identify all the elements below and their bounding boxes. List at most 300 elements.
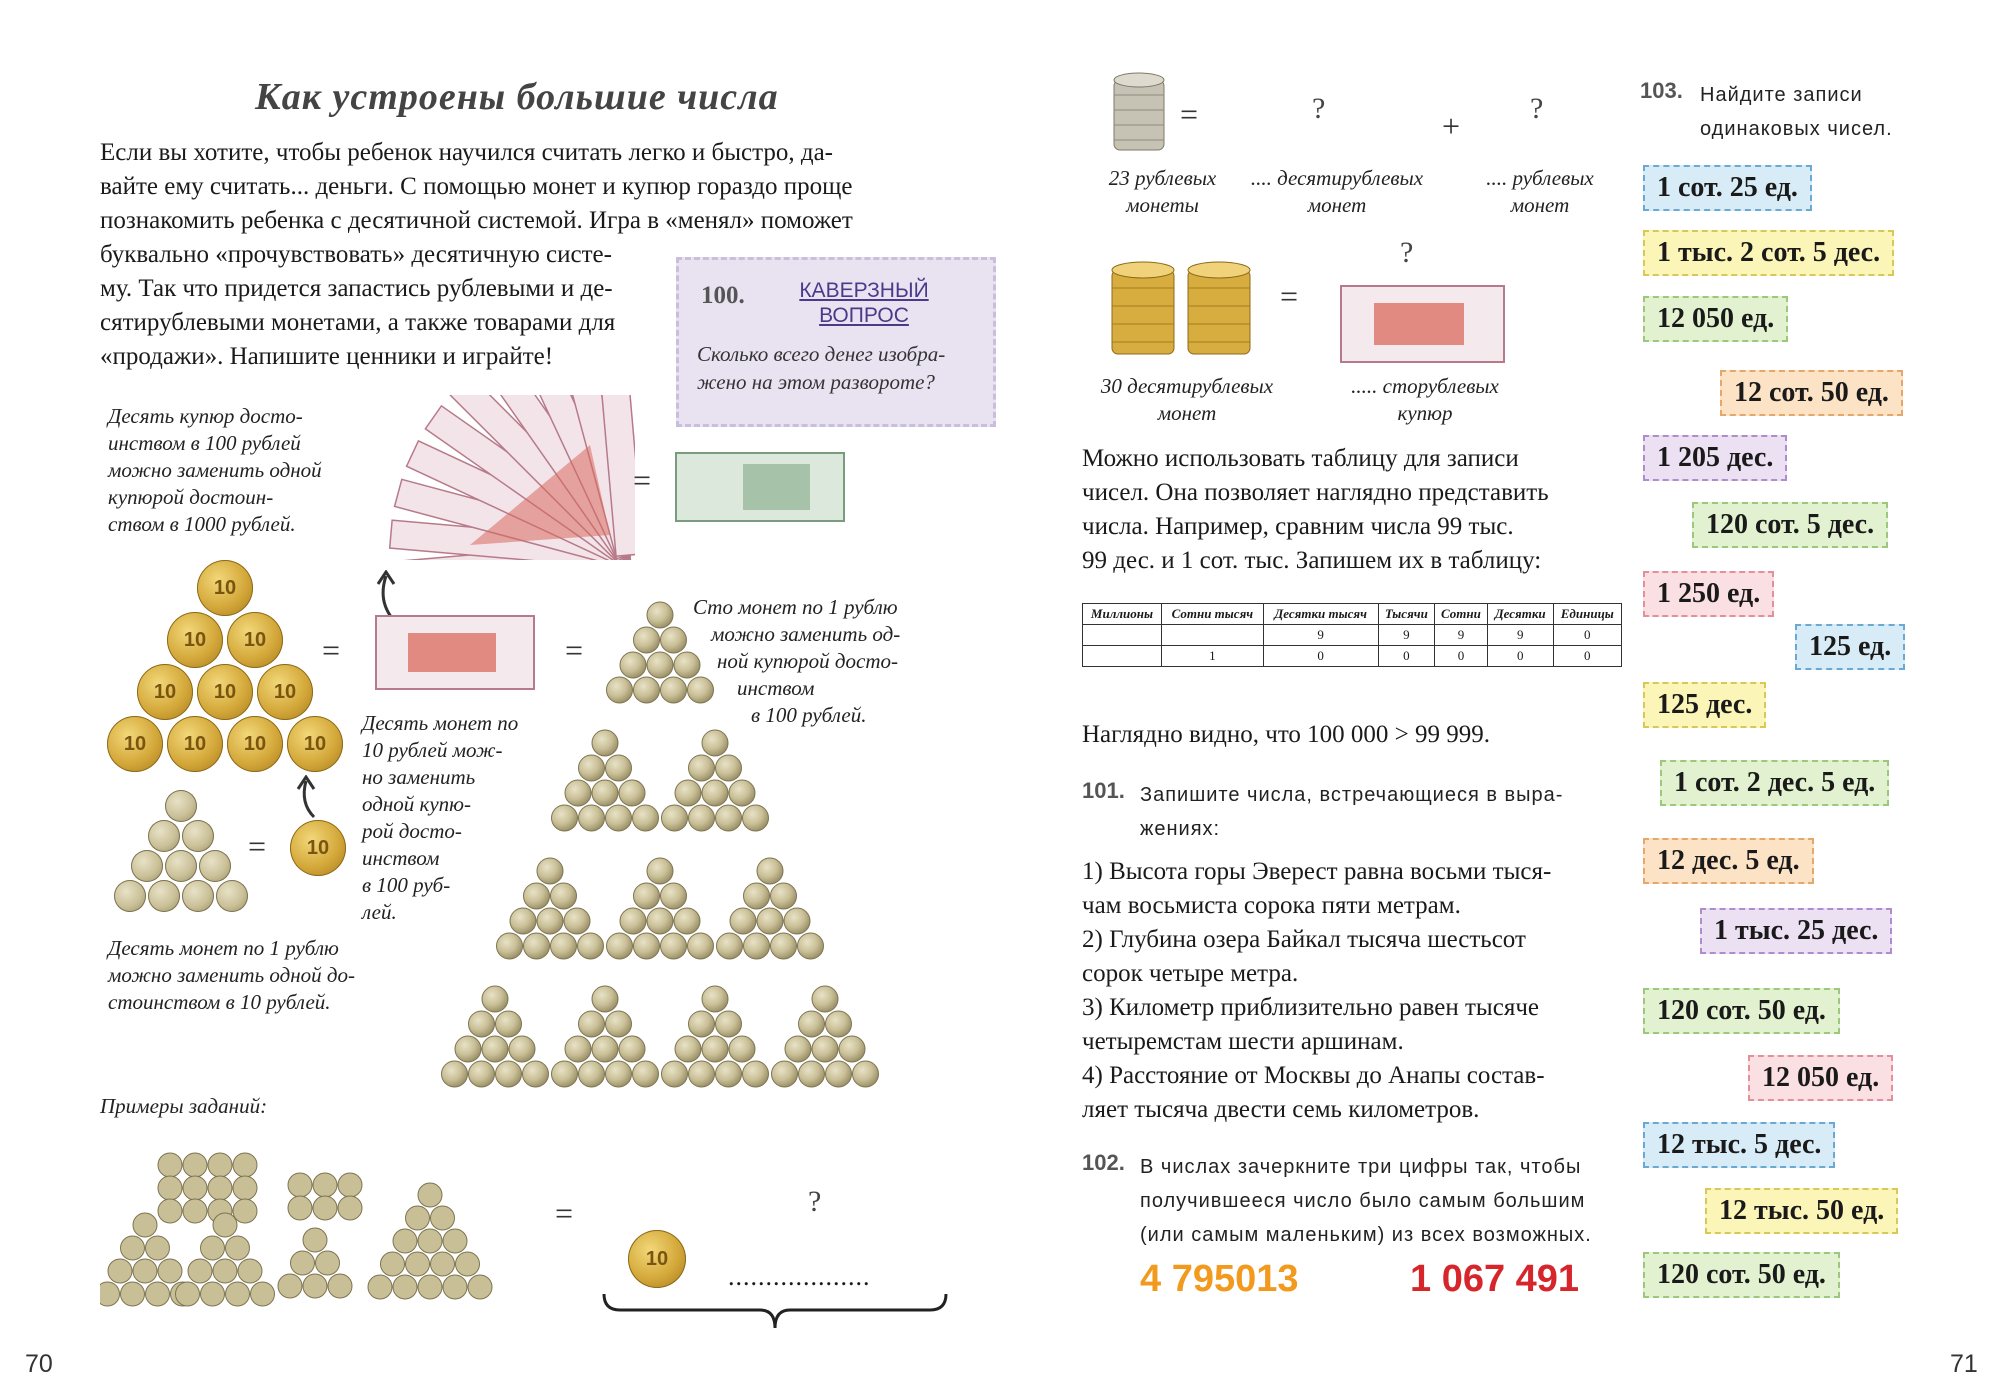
table-cell: 0 <box>1553 646 1621 667</box>
one-ruble-coin <box>689 805 715 831</box>
number-card[interactable]: 125 ед. <box>1795 624 1905 670</box>
task-102-number-b: 1 067 491 <box>1410 1258 1580 1300</box>
page-title: Как устроены большие числа <box>255 76 779 118</box>
one-ruble-coin <box>688 933 714 959</box>
note-line: можно заменить одной до- <box>108 963 356 987</box>
table-intro-line: числа. Например, сравним числа 99 тыс. <box>1082 513 1514 540</box>
one-ruble-coin <box>288 1173 312 1197</box>
one-ruble-coin <box>784 908 810 934</box>
examples-label <box>100 1093 267 1120</box>
table-intro-paragraph <box>1082 442 1549 578</box>
one-ruble-coin-pyramid <box>105 790 265 920</box>
task-101-heading <box>1140 778 1563 846</box>
one-ruble-coin <box>592 986 618 1012</box>
one-ruble-coin <box>620 652 646 678</box>
one-ruble-coin <box>565 780 591 806</box>
task-item-line: 3) Километр приблизительно равен тысяче <box>1082 994 1539 1021</box>
one-ruble-coin <box>702 730 728 756</box>
one-ruble-coin <box>251 1282 275 1306</box>
one-ruble-coin <box>226 1282 250 1306</box>
number-card[interactable]: 120 сот. 5 дес. <box>1692 502 1888 548</box>
one-ruble-coin <box>675 780 701 806</box>
one-ruble-coin <box>146 1282 170 1306</box>
one-ruble-coin <box>537 858 563 884</box>
one-ruble-coin <box>606 1011 632 1037</box>
page-number-right: 71 <box>1950 1350 1978 1378</box>
one-ruble-coin <box>158 1153 182 1177</box>
task-item-line: 4) Расстояние от Москвы до Анапы состав- <box>1082 1062 1545 1089</box>
note-line: 10 рублей мож- <box>362 738 503 762</box>
banknote-100-image <box>1340 285 1505 363</box>
ten-ruble-coin: 10 <box>290 820 346 876</box>
question-mark: ? <box>808 1185 822 1218</box>
one-ruble-coin <box>524 883 550 909</box>
one-ruble-coin <box>431 1206 455 1230</box>
one-ruble-coin <box>716 805 742 831</box>
intro-line: вайте ему считать... деньги. С помощью монет и купюр гораздо проще <box>100 173 853 200</box>
label-23-coins <box>1085 165 1240 219</box>
one-ruble-coin <box>716 1061 742 1087</box>
one-ruble-coin <box>393 1229 417 1253</box>
one-ruble-coin <box>757 858 783 884</box>
one-ruble-coin <box>661 933 687 959</box>
one-ruble-coin <box>634 883 660 909</box>
one-ruble-coin <box>158 1259 182 1283</box>
table-cell: 0 <box>1263 646 1378 667</box>
examples-label-text: Примеры заданий: <box>100 1094 268 1118</box>
number-card[interactable]: 1 250 ед. <box>1643 571 1774 617</box>
one-ruble-coin <box>182 820 214 852</box>
task-item-line: 1) Высота горы Эверест равна восьми тыся- <box>1082 858 1552 885</box>
one-ruble-coin <box>812 1036 838 1062</box>
one-ruble-coin <box>647 908 673 934</box>
one-ruble-coin <box>121 1236 145 1260</box>
task-number: 100. <box>701 282 745 309</box>
one-ruble-coin <box>798 933 824 959</box>
one-ruble-coin <box>226 1236 250 1260</box>
number-card[interactable]: 1 205 дес. <box>1643 435 1787 481</box>
label-ten-coins <box>1232 165 1442 219</box>
one-ruble-coin <box>338 1173 362 1197</box>
conclusion-text: Наглядно видно, что 100 000 > 99 999. <box>1082 721 1491 748</box>
one-ruble-coin <box>431 1252 455 1276</box>
one-ruble-coin <box>233 1153 257 1177</box>
one-ruble-coin <box>497 933 523 959</box>
hundred-coin-pyramid <box>380 600 940 1140</box>
question-mark: ? <box>1312 92 1326 125</box>
example-coin-groups <box>100 1145 560 1315</box>
one-ruble-coin <box>579 1061 605 1087</box>
one-ruble-coin <box>442 1061 468 1087</box>
stamp-question-line: жено на этом развороте? <box>697 370 935 394</box>
number-card[interactable]: 12 сот. 50 ед. <box>1720 370 1903 416</box>
task-heading-line: Найдите записи <box>1700 84 1863 106</box>
one-ruble-coin <box>131 850 163 882</box>
number-card[interactable]: 1 тыс. 25 дес. <box>1700 908 1892 954</box>
equals-sign: = <box>1180 96 1199 132</box>
one-ruble-coin <box>455 1036 481 1062</box>
label-line: купюр <box>1397 401 1453 425</box>
one-ruble-coin <box>634 677 660 703</box>
task-number: 102. <box>1082 1150 1125 1175</box>
one-ruble-coin <box>313 1173 337 1197</box>
one-ruble-coin <box>606 755 632 781</box>
one-ruble-coin <box>661 677 687 703</box>
note-line: ством в 1000 рублей. <box>108 512 296 536</box>
number-card[interactable]: 1 тыс. 2 сот. 5 дес. <box>1643 230 1894 276</box>
one-ruble-coin <box>606 805 632 831</box>
question-mark: ? <box>1530 92 1544 125</box>
one-ruble-coin <box>338 1196 362 1220</box>
number-card[interactable]: 1 сот. 25 ед. <box>1643 165 1812 211</box>
one-ruble-coin <box>757 908 783 934</box>
ten-ruble-coin: 10 <box>197 664 253 720</box>
one-ruble-coin <box>619 780 645 806</box>
tricky-question-stamp <box>676 257 996 427</box>
table-cell <box>1083 646 1162 667</box>
example-coins-drawing <box>100 1145 560 1315</box>
table-intro-line: Можно использовать таблицу для записи <box>1082 445 1519 472</box>
equals-sign: = <box>1280 278 1299 314</box>
one-ruble-coin <box>729 780 755 806</box>
one-ruble-coin <box>183 1176 207 1200</box>
one-ruble-coin <box>368 1275 392 1299</box>
one-ruble-coin <box>216 880 248 912</box>
task-heading-line: Запишите числа, встречающиеся в выра- <box>1140 784 1564 806</box>
one-ruble-coin <box>607 933 633 959</box>
table-header-cell: Единицы <box>1553 604 1621 625</box>
table-cell: 9 <box>1263 625 1378 646</box>
one-ruble-coin <box>689 1061 715 1087</box>
one-ruble-coin <box>108 1259 132 1283</box>
task-heading-line: получившееся число было самым большим <box>1140 1190 1586 1212</box>
one-ruble-coin <box>565 1036 591 1062</box>
number-card[interactable]: 120 сот. 50 ед. <box>1643 1252 1840 1298</box>
one-ruble-coin <box>634 627 660 653</box>
label-line: .... десятирублевых <box>1250 166 1424 190</box>
table-row <box>1083 625 1622 646</box>
number-card[interactable]: 1 сот. 2 дес. 5 ед. <box>1660 760 1889 806</box>
table-cell: 0 <box>1553 625 1621 646</box>
one-ruble-coin <box>208 1153 232 1177</box>
one-ruble-coin <box>418 1229 442 1253</box>
one-ruble-coin <box>634 933 660 959</box>
table-header-cell: Десятки <box>1487 604 1553 625</box>
label-line: монет <box>1157 401 1217 425</box>
number-card[interactable]: 12 050 ед. <box>1643 296 1788 342</box>
one-ruble-coin <box>443 1229 467 1253</box>
one-ruble-coin <box>303 1274 327 1298</box>
one-ruble-coin <box>121 1282 145 1306</box>
place-value-table <box>1082 603 1622 667</box>
one-ruble-coin <box>717 933 743 959</box>
note-line: инством <box>737 676 815 700</box>
one-ruble-coin <box>853 1061 879 1087</box>
banknote-1000-image <box>675 452 845 522</box>
one-ruble-coin <box>606 1061 632 1087</box>
answer-blank: ................... <box>728 1262 871 1291</box>
one-ruble-coin <box>592 730 618 756</box>
question-mark: ? <box>1400 236 1414 269</box>
label-line: 30 десятирублевых <box>1100 374 1274 398</box>
one-ruble-coin <box>537 908 563 934</box>
one-ruble-coin <box>826 1011 852 1037</box>
one-ruble-coin <box>702 780 728 806</box>
note-line: ной купюрой досто- <box>717 649 898 673</box>
one-ruble-coin <box>674 652 700 678</box>
one-ruble-coin <box>482 1036 508 1062</box>
task-item-line: чам восьмиста сорока пяти метрам. <box>1082 892 1461 919</box>
label-hundred-bills <box>1330 373 1520 427</box>
intro-line: «продажи». Напишите ценники и играйте! <box>100 343 554 370</box>
one-ruble-coin <box>176 1282 200 1306</box>
one-ruble-coin <box>208 1176 232 1200</box>
number-card[interactable]: 12 050 ед. <box>1748 1055 1893 1101</box>
one-ruble-coin <box>799 1061 825 1087</box>
one-ruble-coin <box>662 805 688 831</box>
one-ruble-coin <box>303 1228 327 1252</box>
number-card[interactable]: 120 сот. 50 ед. <box>1643 988 1840 1034</box>
arrow-up-icon <box>292 775 322 825</box>
task-number: 103. <box>1640 78 1683 103</box>
one-ruble-coin <box>443 1275 467 1299</box>
task-item-line: ляет тысяча двести семь километров. <box>1082 1096 1480 1123</box>
note-line: Десять монет по <box>362 711 519 735</box>
one-ruble-coin <box>578 933 604 959</box>
label-line: монет <box>1307 193 1367 217</box>
one-ruble-coin <box>165 790 197 822</box>
one-ruble-coin <box>406 1252 430 1276</box>
one-ruble-coin <box>133 1259 157 1283</box>
one-ruble-coin <box>826 1061 852 1087</box>
one-ruble-coin <box>114 880 146 912</box>
one-ruble-coin <box>316 1251 340 1275</box>
one-ruble-coin <box>496 1061 522 1087</box>
one-ruble-coin <box>689 1011 715 1037</box>
ten-ruble-coin: 10 <box>167 612 223 668</box>
one-ruble-coin <box>688 677 714 703</box>
one-ruble-coin <box>799 1011 825 1037</box>
one-ruble-coin <box>661 883 687 909</box>
one-ruble-coin <box>607 677 633 703</box>
one-ruble-coin <box>744 883 770 909</box>
one-ruble-coin <box>278 1274 302 1298</box>
one-ruble-coin <box>524 933 550 959</box>
task-heading-line: В числах зачеркните три цифры так, чтобы <box>1140 1156 1582 1178</box>
hundred-coin-pyramid-drawing <box>380 600 940 1140</box>
one-ruble-coin <box>418 1275 442 1299</box>
task-item-line: четыремстам шести аршинам. <box>1082 1028 1404 1055</box>
note-line: рой досто- <box>362 819 462 843</box>
one-ruble-coin <box>552 1061 578 1087</box>
table-cell: 9 <box>1435 625 1488 646</box>
number-card[interactable]: 12 тыс. 5 дес. <box>1643 1122 1835 1168</box>
one-ruble-coin <box>716 1011 742 1037</box>
one-ruble-coin <box>564 908 590 934</box>
note-line: можно заменить од- <box>711 622 901 646</box>
one-ruble-coin <box>146 1236 170 1260</box>
one-ruble-coin <box>579 805 605 831</box>
one-ruble-coin <box>165 850 197 882</box>
equals-sign: = <box>633 462 652 498</box>
one-ruble-coin <box>509 1036 535 1062</box>
table-cell <box>1161 625 1263 646</box>
one-ruble-coin <box>839 1036 865 1062</box>
task-heading-line: (или самым маленьким) из всех возможных. <box>1140 1224 1592 1246</box>
intro-line: Если вы хотите, чтобы ребенок научился считать легко и быстро, да- <box>100 139 834 166</box>
equals-sign: = <box>322 632 341 668</box>
one-ruble-coin <box>381 1252 405 1276</box>
table-cell: 0 <box>1378 646 1435 667</box>
task-number: 101. <box>1082 778 1125 803</box>
note-line: Десять монет по 1 рублю <box>108 936 339 960</box>
one-ruble-coin <box>183 1199 207 1223</box>
one-ruble-coin <box>148 880 180 912</box>
one-ruble-coin <box>482 986 508 1012</box>
ten-ruble-coin: 10 <box>137 664 193 720</box>
number-card[interactable]: 12 тыс. 50 ед. <box>1705 1188 1898 1234</box>
one-ruble-coin <box>702 1036 728 1062</box>
table-cell <box>1083 625 1162 646</box>
one-ruble-coin <box>647 652 673 678</box>
ten-ruble-coin: 10 <box>227 716 283 772</box>
one-ruble-coin <box>182 880 214 912</box>
ten-ruble-coin: 10 <box>197 560 253 616</box>
one-ruble-coin <box>393 1275 417 1299</box>
one-ruble-coin <box>188 1259 212 1283</box>
one-ruble-coin <box>469 1011 495 1037</box>
page-number-left: 70 <box>25 1350 53 1378</box>
note-line: можно заменить одной <box>108 458 322 482</box>
one-ruble-coin <box>201 1282 225 1306</box>
task-heading-line: одинаковых чисел. <box>1700 118 1893 140</box>
one-ruble-coin <box>238 1259 262 1283</box>
note-line: Сто монет по 1 рублю <box>693 595 898 619</box>
one-ruble-coin <box>213 1259 237 1283</box>
one-ruble-coin <box>716 755 742 781</box>
table-intro-line: 99 дес. и 1 сот. тыс. Запишем их в таблицу: <box>1082 547 1542 574</box>
one-ruble-coin <box>729 1036 755 1062</box>
label-line: .... рублевых <box>1486 166 1594 190</box>
table-cell: 9 <box>1487 625 1553 646</box>
one-ruble-coin <box>158 1199 182 1223</box>
ten-ruble-coin: 10 <box>287 716 343 772</box>
coin-stack-23 <box>1110 70 1170 155</box>
banknote-fan-image <box>375 395 635 560</box>
number-card[interactable]: 125 дес. <box>1643 682 1766 728</box>
table-header-cell: Сотни тысяч <box>1161 604 1263 625</box>
ten-ruble-coin: 10 <box>167 716 223 772</box>
label-line: монеты <box>1126 193 1199 217</box>
label-line: 23 рублевых <box>1108 166 1217 190</box>
one-ruble-coin <box>702 986 728 1012</box>
one-ruble-coin <box>313 1196 337 1220</box>
note-line: инством в 100 рублей <box>108 431 301 455</box>
note-ten-one-coins <box>108 935 355 1016</box>
one-ruble-coin <box>743 1061 769 1087</box>
number-card[interactable]: 12 дес. 5 ед. <box>1643 838 1814 884</box>
one-ruble-coin <box>647 858 673 884</box>
table-cell: 9 <box>1378 625 1435 646</box>
ten-ruble-coin: 10 <box>257 664 313 720</box>
one-ruble-coin <box>233 1176 257 1200</box>
table-header-cell: Десятки тысяч <box>1263 604 1378 625</box>
one-ruble-coin <box>743 805 769 831</box>
plus-sign: + <box>1442 108 1461 144</box>
one-ruble-coin <box>510 908 536 934</box>
one-ruble-coin <box>469 1061 495 1087</box>
label-line: ..... сторублевых <box>1351 374 1499 398</box>
table-header-row <box>1083 604 1622 625</box>
equals-sign: = <box>555 1195 574 1231</box>
one-ruble-coin <box>579 1011 605 1037</box>
task-101-items <box>1082 855 1551 1127</box>
table-cell: 1 <box>1161 646 1263 667</box>
task-103-heading <box>1700 78 1893 146</box>
table-intro-line: чисел. Она позволяет наглядно представить <box>1082 479 1549 506</box>
brace-icon <box>600 1292 950 1337</box>
note-line: лей. <box>362 900 397 924</box>
table-header-cell: Тысячи <box>1378 604 1435 625</box>
task-item-line: 2) Глубина озера Байкал тысяча шестьсот <box>1082 926 1526 953</box>
one-ruble-coin <box>551 883 577 909</box>
one-ruble-coin <box>661 627 687 653</box>
gold-coin-stacks <box>1108 258 1258 358</box>
one-ruble-coin <box>689 755 715 781</box>
note-line: но заменить <box>362 765 476 789</box>
one-ruble-coin <box>233 1199 257 1223</box>
one-ruble-coin <box>772 1061 798 1087</box>
table-cell: 0 <box>1487 646 1553 667</box>
label-one-coins <box>1470 165 1610 219</box>
task-heading-line: жениях: <box>1140 818 1221 840</box>
stamp-title-line: КАВЕРЗНЫЙ <box>799 279 929 302</box>
table-row <box>1083 646 1622 667</box>
equals-sign: = <box>248 828 267 864</box>
one-ruble-coin <box>730 908 756 934</box>
one-ruble-coin <box>291 1251 315 1275</box>
one-ruble-coin <box>674 908 700 934</box>
one-ruble-coin <box>592 1036 618 1062</box>
equals-sign: = <box>565 632 584 668</box>
stamp-question-line: Сколько всего денег изобра- <box>697 342 946 366</box>
one-ruble-coin <box>579 755 605 781</box>
one-ruble-coin <box>620 908 646 934</box>
intro-line: буквально «прочувствовать» десятичную систе- <box>100 241 612 268</box>
one-ruble-coin <box>418 1183 442 1207</box>
table-header-cell: Сотни <box>1435 604 1488 625</box>
one-ruble-coin <box>771 933 797 959</box>
one-ruble-coin <box>100 1282 120 1306</box>
one-ruble-coin <box>199 850 231 882</box>
one-ruble-coin <box>496 1011 522 1037</box>
one-ruble-coin <box>288 1196 312 1220</box>
one-ruble-coin <box>201 1236 225 1260</box>
stamp-title-line: ВОПРОС <box>819 304 909 327</box>
one-ruble-coin <box>158 1176 182 1200</box>
one-ruble-coin <box>456 1252 480 1276</box>
note-line: в 100 рублей. <box>751 703 867 727</box>
note-line: купюрой достоин- <box>108 485 274 509</box>
intro-line: познакомить ребенка с десятичной системой. Игра в «менял» поможет <box>100 207 853 234</box>
task-102-heading <box>1140 1150 1592 1252</box>
one-ruble-coin <box>328 1274 352 1298</box>
one-ruble-coin <box>468 1275 492 1299</box>
one-ruble-coin <box>744 933 770 959</box>
label-30-coins <box>1082 373 1292 427</box>
one-ruble-coin <box>406 1206 430 1230</box>
ten-ruble-coin: 10 <box>107 716 163 772</box>
